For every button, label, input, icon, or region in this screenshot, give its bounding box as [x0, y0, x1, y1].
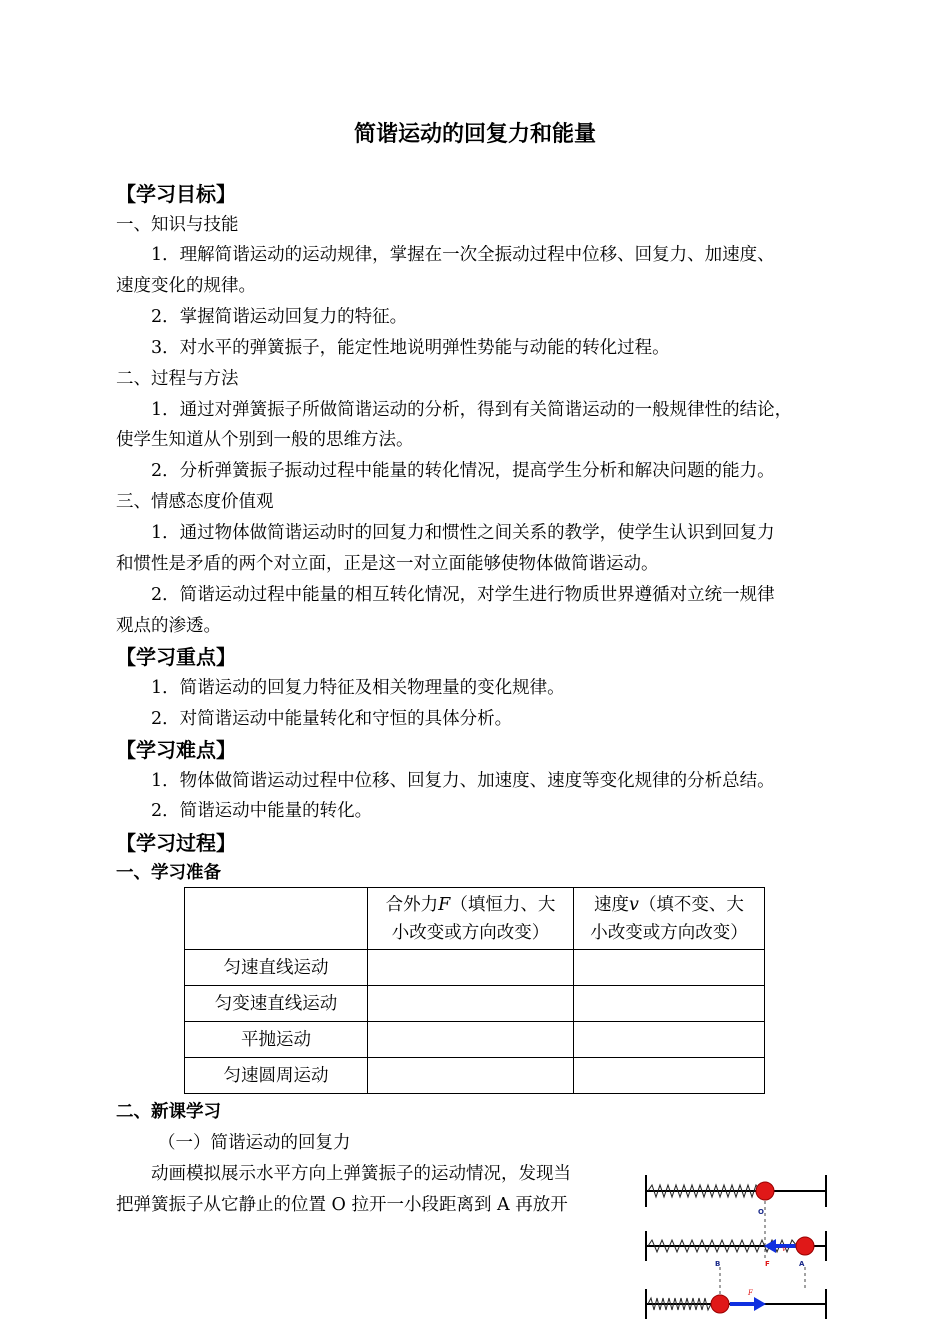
section-learning-process: 【学习过程】: [116, 831, 236, 855]
velocity-symbol: v: [629, 894, 639, 915]
goal-process-2: 2．分析弹簧振子振动过程中能量的转化情况，提高学生分析和解决问题的能力。: [151, 461, 775, 481]
table-row: [185, 1058, 765, 1094]
section-learning-goals: 【学习目标】: [116, 182, 236, 206]
velocity-answer-cell[interactable]: [574, 1022, 765, 1058]
intro-paragraph-line-2: 把弹簧振子从它静止的位置 O 拉开一小段距离到 A 再放开: [116, 1195, 568, 1215]
goal-knowledge-2: 2．掌握简谐运动回复力的特征。: [151, 307, 408, 327]
table-corner-cell: [185, 888, 368, 950]
goal-process-1b: 使学生知道从个别到一般的思维方法。: [116, 430, 414, 450]
key-point-2: 2．对简谐运动中能量转化和守恒的具体分析。: [151, 709, 513, 729]
force-label: 合外力: [385, 894, 439, 915]
goal-subheading-knowledge: 一、知识与技能: [116, 215, 239, 235]
table-header-row: [185, 888, 765, 950]
goal-values-2a: 2．简谐运动过程中能量的相互转化情况，对学生进行物质世界遵循对立统一规律: [151, 585, 775, 605]
velocity-answer-cell[interactable]: [574, 986, 765, 1022]
velocity-answer-cell[interactable]: [574, 1058, 765, 1094]
table-row: [185, 950, 765, 986]
spring-oscillator-figure: [640, 1165, 835, 1327]
goal-values-2b: 观点的渗透。: [116, 616, 221, 636]
label-v-arrow: v: [782, 1245, 786, 1253]
goal-knowledge-3: 3．对水平的弹簧振子，能定性地说明弹性势能与动能的转化过程。: [151, 338, 670, 358]
force-answer-cell[interactable]: [368, 1058, 574, 1094]
table-row: [185, 1022, 765, 1058]
prep-heading: 一、学习准备: [116, 863, 221, 883]
velocity-hint-a: （填不变、大: [638, 894, 744, 915]
ball-at-b: [711, 1295, 729, 1313]
section-key-points: 【学习重点】: [116, 645, 236, 669]
force-hint-b: 小改变或方向改变）: [391, 922, 550, 943]
part-one-heading: （一）简谐运动的回复力: [158, 1133, 351, 1153]
force-answer-cell[interactable]: [368, 986, 574, 1022]
goal-subheading-values: 三、情感态度价值观: [116, 492, 274, 512]
goal-knowledge-1a: 1．理解简谐运动的运动规律，掌握在一次全振动过程中位移、回复力、加速度、: [151, 245, 775, 265]
row-label: 平抛运动: [185, 1022, 368, 1058]
row-label: 匀变速直线运动: [185, 986, 368, 1022]
section-difficult-points: 【学习难点】: [116, 738, 236, 762]
velocity-hint-b: 小改变或方向改变）: [590, 922, 748, 943]
difficult-point-2: 2．简谐运动中能量的转化。: [151, 801, 373, 821]
force-arrowhead: [754, 1297, 766, 1311]
table-row: [185, 986, 765, 1022]
label-a: A: [799, 1260, 805, 1268]
label-b: B: [715, 1260, 721, 1268]
oscillator-row-at-a: [646, 1231, 826, 1307]
ball-at-a: [796, 1237, 814, 1255]
label-f-arrow: F: [748, 1289, 753, 1297]
goal-subheading-process: 二、过程与方法: [116, 369, 239, 389]
oscillator-row-at-b: [646, 1289, 826, 1319]
goal-values-1a: 1．通过物体做简谐运动时的回复力和惯性之间关系的教学，使学生认识到回复力: [151, 523, 775, 543]
page-title: 简谐运动的回复力和能量: [353, 122, 596, 147]
goal-values-1b: 和惯性是矛盾的两个对立面，正是这一对立面能够使物体做简谐运动。: [116, 554, 659, 574]
force-answer-cell[interactable]: [368, 950, 574, 986]
label-o: O: [758, 1208, 764, 1216]
ball-at-o: [756, 1182, 774, 1200]
force-answer-cell[interactable]: [368, 1022, 574, 1058]
restoring-force-arrowhead: [764, 1239, 776, 1253]
velocity-answer-cell[interactable]: [574, 950, 765, 986]
goal-knowledge-1b: 速度变化的规律。: [116, 276, 256, 296]
force-symbol: F: [438, 894, 451, 915]
intro-paragraph-line-1: 动画模拟展示水平方向上弹簧振子的运动情况，发现当: [151, 1164, 571, 1184]
difficult-point-1: 1．物体做简谐运动过程中位移、回复力、加速度、速度等变化规律的分析总结。: [151, 771, 775, 791]
prep-table: [184, 887, 765, 1094]
table-header-velocity: [574, 888, 765, 950]
velocity-label: 速度: [594, 894, 630, 915]
goal-process-1a: 1．通过对弹簧振子所做简谐运动的分析，得到有关简谐运动的一般规律性的结论，: [151, 400, 793, 420]
key-point-1: 1．简谐运动的回复力特征及相关物理量的变化规律。: [151, 678, 565, 698]
table-header-force: [368, 888, 574, 950]
force-hint-a: （填恒力、大: [450, 894, 556, 915]
row-label: 匀速圆周运动: [185, 1058, 368, 1094]
new-lesson-heading: 二、新课学习: [116, 1102, 221, 1122]
label-f: F: [765, 1260, 770, 1268]
row-label: 匀速直线运动: [185, 950, 368, 986]
